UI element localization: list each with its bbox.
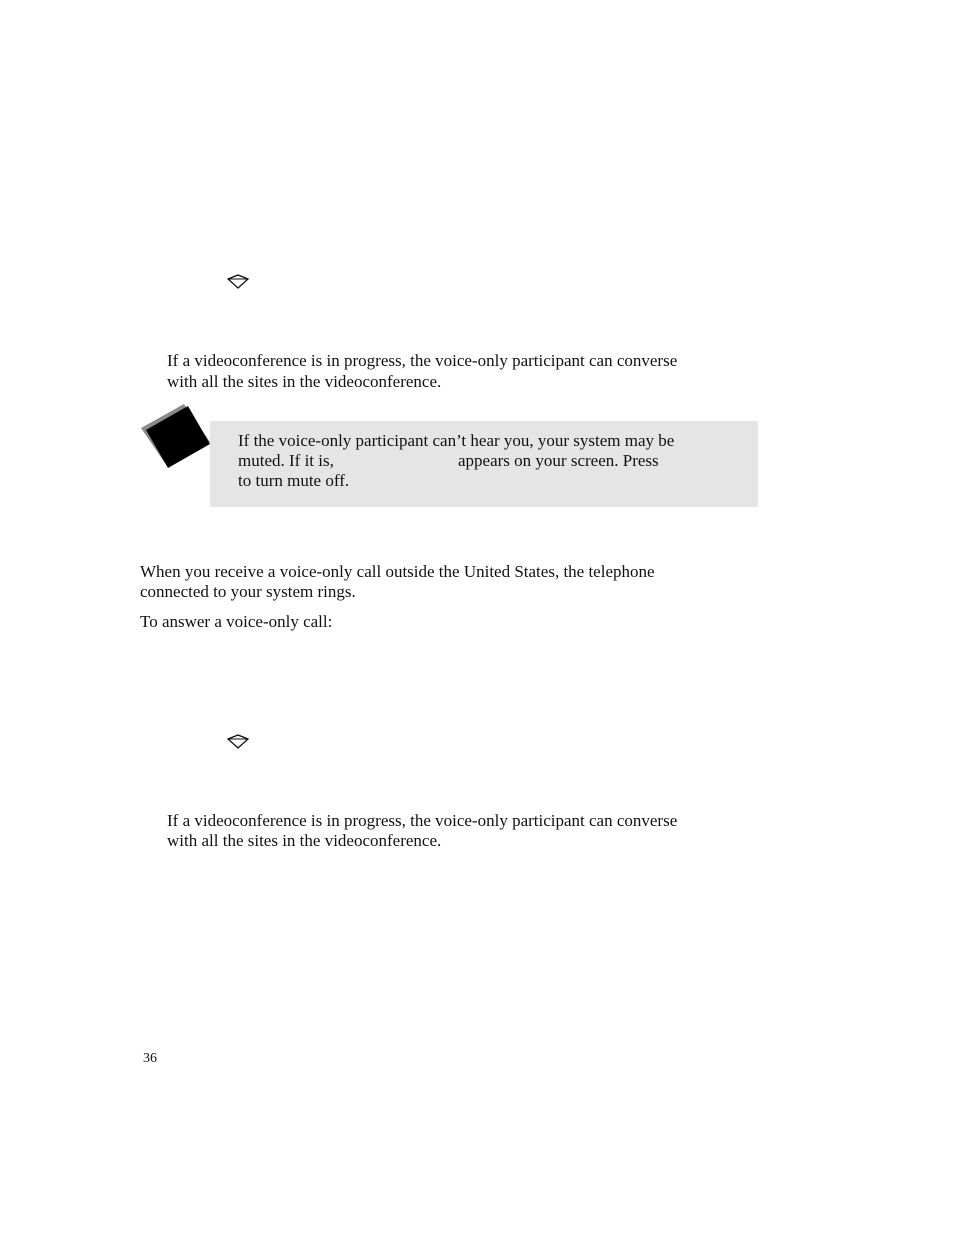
intro-line: When you receive a voice-only call outside the United States, the telephone bbox=[140, 562, 655, 581]
paragraph-line: If a videoconference is in progress, the voice-only participant can converse bbox=[167, 811, 678, 830]
note-line: If the voice-only participant can’t hear you, your system may be bbox=[238, 431, 675, 450]
intro-line: connected to your system rings. bbox=[140, 582, 356, 601]
remote-key-icon bbox=[226, 732, 250, 750]
instruction-line: To answer a voice-only call: bbox=[140, 612, 333, 631]
note-line: to turn mute off. bbox=[238, 471, 350, 490]
paragraph-line: with all the sites in the videoconference. bbox=[167, 372, 442, 391]
paragraph-line: If a videoconference is in progress, the voice-only participant can converse bbox=[167, 351, 678, 370]
page-number: 36 bbox=[143, 1051, 157, 1066]
note-line: appears on your screen. Press bbox=[458, 451, 659, 470]
remote-key-icon bbox=[226, 272, 250, 290]
note-line: muted. If it is, bbox=[238, 451, 334, 470]
paragraph-line: with all the sites in the videoconference. bbox=[167, 831, 442, 850]
note-icon bbox=[140, 404, 212, 470]
